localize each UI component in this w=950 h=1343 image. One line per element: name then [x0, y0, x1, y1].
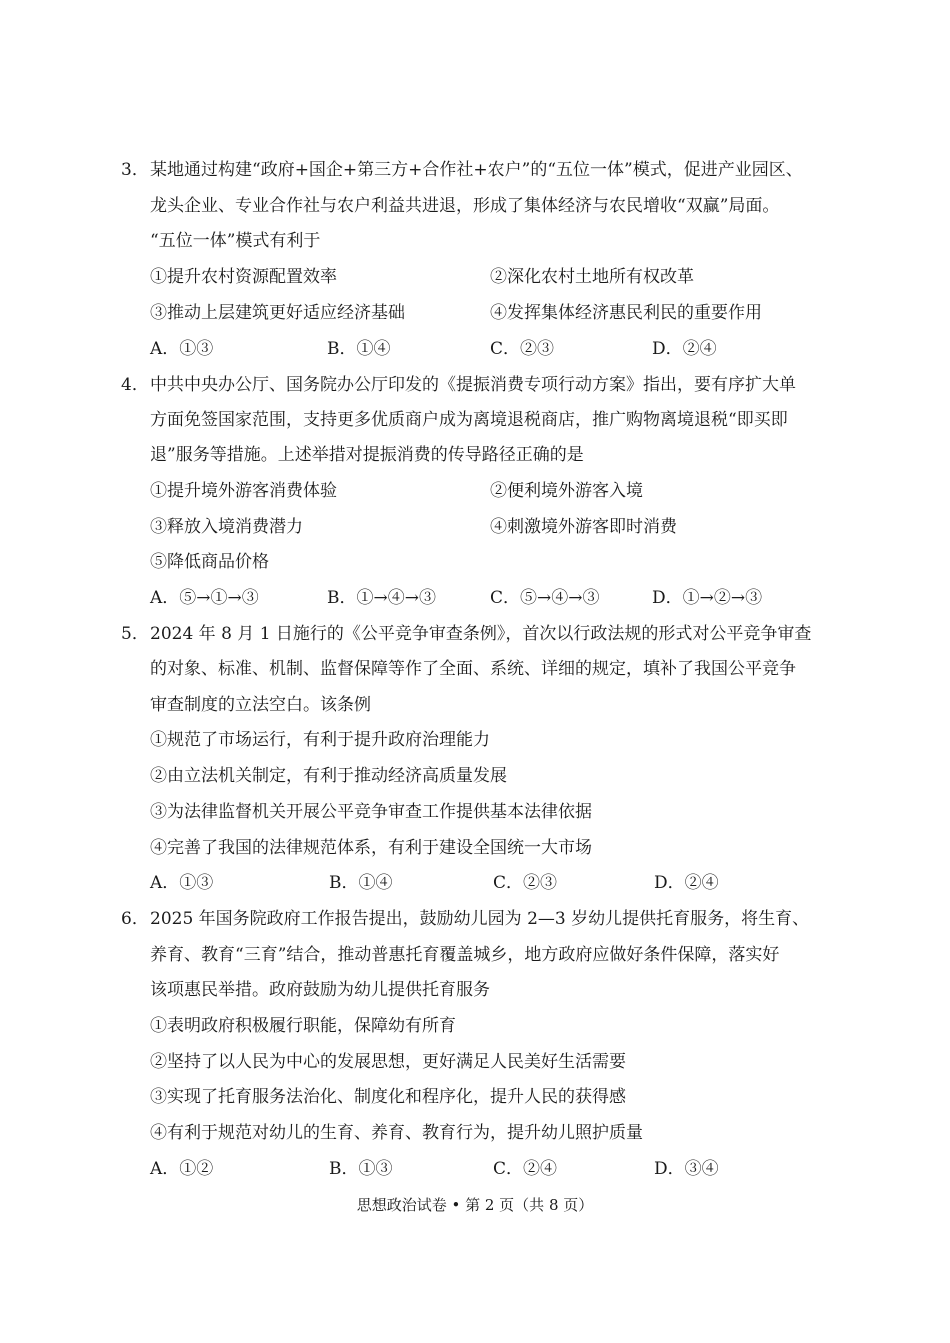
- answer-option-b[interactable]: B．①→④→③: [327, 588, 436, 608]
- statement: ②坚持了以人民为中心的发展思想，更好满足人民美好生活需要: [150, 1052, 626, 1072]
- statement: ④有利于规范对幼儿的生育、养育、教育行为，提升幼儿照护质量: [150, 1123, 643, 1143]
- answer-option-a[interactable]: A．①②: [150, 1159, 214, 1179]
- answer-option-a[interactable]: A．①③: [150, 873, 214, 893]
- statement: ②由立法机关制定，有利于推动经济高质量发展: [150, 766, 507, 786]
- statement: ③实现了托育服务法治化、制度化和程序化，提升人民的获得感: [150, 1087, 626, 1107]
- question-stem-line: 的对象、标准、机制、监督保障等作了全面、系统、详细的规定，填补了我国公平竞争: [150, 659, 796, 679]
- question-number: 3．: [121, 160, 149, 180]
- answer-option-d[interactable]: D．③④: [654, 1159, 719, 1179]
- answer-option-b[interactable]: B．①④: [327, 339, 391, 359]
- statement: ④发挥集体经济惠民利民的重要作用: [490, 303, 762, 323]
- statement: ③释放入境消费潜力: [150, 517, 303, 537]
- statement: ②深化农村土地所有权改革: [490, 267, 694, 287]
- statement: ④完善了我国的法律规范体系，有利于建设全国统一大市场: [150, 838, 592, 858]
- question-stem-line: 2024 年 8 月 1 日施行的《公平竞争审查条例》，首次以行政法规的形式对公平竞争审查: [150, 624, 812, 644]
- answer-option-c[interactable]: C．⑤→④→③: [490, 588, 600, 608]
- statement: ①表明政府积极履行职能，保障幼有所育: [150, 1016, 456, 1036]
- question-stem-line: 龙头企业、专业合作社与农户利益共进退，形成了集体经济与农民增收“双赢”局面。: [150, 196, 780, 216]
- question-number: 4．: [121, 375, 149, 395]
- question-number: 6．: [121, 909, 149, 929]
- answer-option-a[interactable]: A．①③: [150, 339, 214, 359]
- question-stem-line: 中共中央办公厅、国务院办公厅印发的《提振消费专项行动方案》指出，要有序扩大单: [150, 375, 796, 395]
- statement: ③为法律监督机关开展公平竞争审查工作提供基本法律依据: [150, 802, 592, 822]
- question-number: 5．: [121, 624, 149, 644]
- question-stem-line: 养育、教育“三育”结合，推动普惠托育覆盖城乡，地方政府应做好条件保障，落实好: [150, 945, 780, 965]
- question-stem-line: 退”服务等措施。上述举措对提振消费的传导路径正确的是: [150, 445, 584, 465]
- question-stem-line: 方面免签国家范围，支持更多优质商户成为离境退税商店，推广购物离境退税“即买即: [150, 410, 788, 430]
- answer-option-d[interactable]: D．②④: [652, 339, 717, 359]
- answer-option-b[interactable]: B．①③: [329, 1159, 393, 1179]
- statement: ①提升农村资源配置效率: [150, 267, 337, 287]
- answer-option-c[interactable]: C．②③: [490, 339, 555, 359]
- page-footer: 思想政治试卷 • 第 2 页（共 8 页）: [356, 1196, 594, 1214]
- statement: ③推动上层建筑更好适应经济基础: [150, 303, 405, 323]
- answer-option-a[interactable]: A．⑤→①→③: [150, 588, 259, 608]
- answer-option-c[interactable]: C．②③: [493, 873, 558, 893]
- answer-option-d[interactable]: D．②④: [654, 873, 719, 893]
- question-stem-line: 审查制度的立法空白。该条例: [150, 695, 371, 715]
- question-stem-line: 该项惠民举措。政府鼓励为幼儿提供托育服务: [150, 980, 490, 1000]
- statement: ④刺激境外游客即时消费: [490, 517, 677, 537]
- statement: ⑤降低商品价格: [150, 552, 269, 572]
- answer-option-c[interactable]: C．②④: [493, 1159, 558, 1179]
- question-stem-line: 某地通过构建“政府+国企+第三方+合作社+农户”的“五位一体”模式，促进产业园区、: [150, 160, 803, 180]
- statement: ①规范了市场运行，有利于提升政府治理能力: [150, 730, 490, 750]
- answer-option-d[interactable]: D．①→②→③: [652, 588, 763, 608]
- statement: ①提升境外游客消费体验: [150, 481, 337, 501]
- statement: ②便利境外游客入境: [490, 481, 643, 501]
- question-stem-line: 2025 年国务院政府工作报告提出，鼓励幼儿园为 2—3 岁幼儿提供托育服务，将生育、: [150, 909, 810, 929]
- question-stem-line: “五位一体”模式有利于: [150, 231, 321, 251]
- answer-option-b[interactable]: B．①④: [329, 873, 393, 893]
